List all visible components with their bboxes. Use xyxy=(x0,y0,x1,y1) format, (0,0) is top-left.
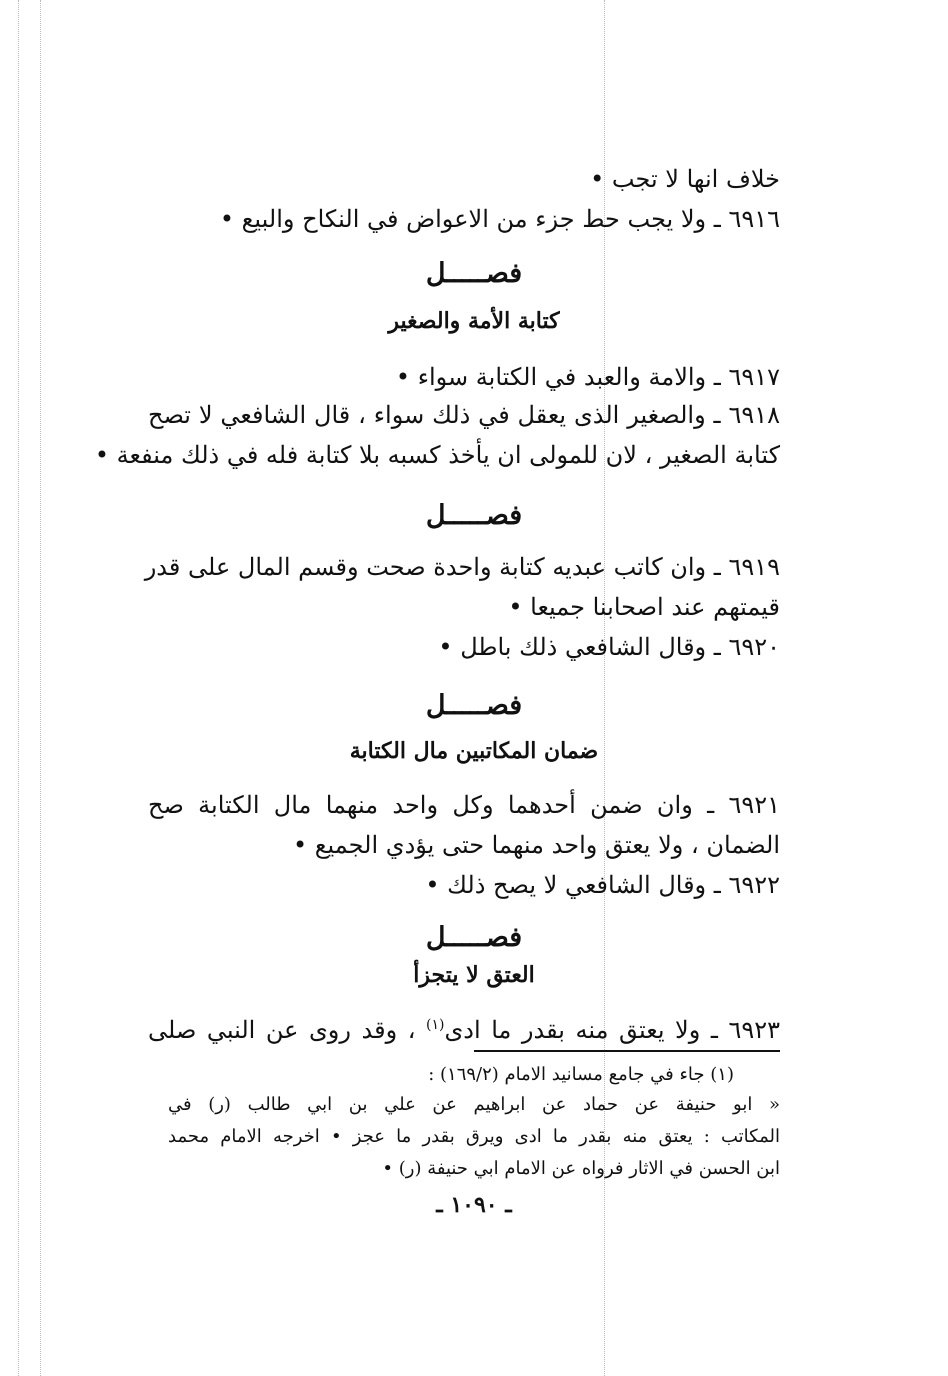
page-number: ـ ١٠٩٠ ـ xyxy=(436,1192,512,1218)
scan-dotted-line xyxy=(40,0,41,1376)
footnote-line: ابن الحسن في الاثار فرواه عن الامام ابي حنيفة (ر) • xyxy=(382,1158,780,1179)
section-subheading: ضمان المكاتبين مال الكتابة xyxy=(349,738,599,764)
text-line: خلاف انها لا تجب • xyxy=(590,165,780,193)
text-line: ٦٩١٦ ـ ولا يجب حط جزء من الاعواض في النكاح والبيع • xyxy=(219,205,780,233)
text-line xyxy=(148,1010,780,1045)
text-line: ٦٩١٨ ـ والصغير الذى يعقل في ذلك سواء ، قال الشافعي لا تصح xyxy=(148,401,780,429)
text-span: ٦٩٢٣ ـ ولا يعتق منه بقدر ما ادى xyxy=(444,1016,781,1044)
section-subheading: كتابة الأمة والصغير xyxy=(388,308,560,334)
text-line: ٦٩٢١ ـ وان ضمن أحدهما وكل واحد منهما مال الكتابة صح xyxy=(148,791,780,819)
scan-dotted-line xyxy=(18,0,19,1376)
text-line: ٦٩١٩ ـ وان كاتب عبديه كتابة واحدة صحت وقسم المال على قدر xyxy=(144,553,780,581)
section-heading-fasl: فصـــــل xyxy=(425,500,523,531)
text-line: ٦٩٢٢ ـ وقال الشافعي لا يصح ذلك • xyxy=(425,871,780,899)
text-line: الضمان ، ولا يعتق واحد منهما حتى يؤدي الجميع • xyxy=(293,831,780,859)
section-subheading: العتق لا يتجزأ xyxy=(413,962,535,988)
footnote-line: المكاتب : يعتق منه بقدر ما ادى ويرق بقدر ما عجز • اخرجه الامام محمد xyxy=(168,1126,780,1147)
section-heading-fasl: فصـــــل xyxy=(425,690,523,721)
footnote-marker: (١) xyxy=(426,1017,445,1033)
text-line: قيمتهم عند اصحابنا جميعا • xyxy=(508,593,780,621)
section-heading-fasl: فصـــــل xyxy=(425,922,523,953)
text-line: ٦٩٢٠ ـ وقال الشافعي ذلك باطل • xyxy=(438,633,780,661)
section-heading-fasl: فصـــــل xyxy=(425,258,523,289)
footnote-line: « ابو حنيفة عن حماد عن ابراهيم عن علي بن ابي طالب (ر) في xyxy=(168,1094,780,1115)
text-line: ٦٩١٧ ـ والامة والعبد في الكتابة سواء • xyxy=(395,363,780,391)
text-line: كتابة الصغير ، لان للمولى ان يأخذ كسبه بلا كتابة فله في ذلك منفعة • xyxy=(94,441,780,469)
text-span: ، وقد روى عن النبي صلى xyxy=(148,1016,427,1044)
footnote-separator xyxy=(474,1050,780,1052)
footnote-line: (١) جاء في جامع مسانيد الامام (١٦٩/٢) : xyxy=(428,1064,734,1085)
